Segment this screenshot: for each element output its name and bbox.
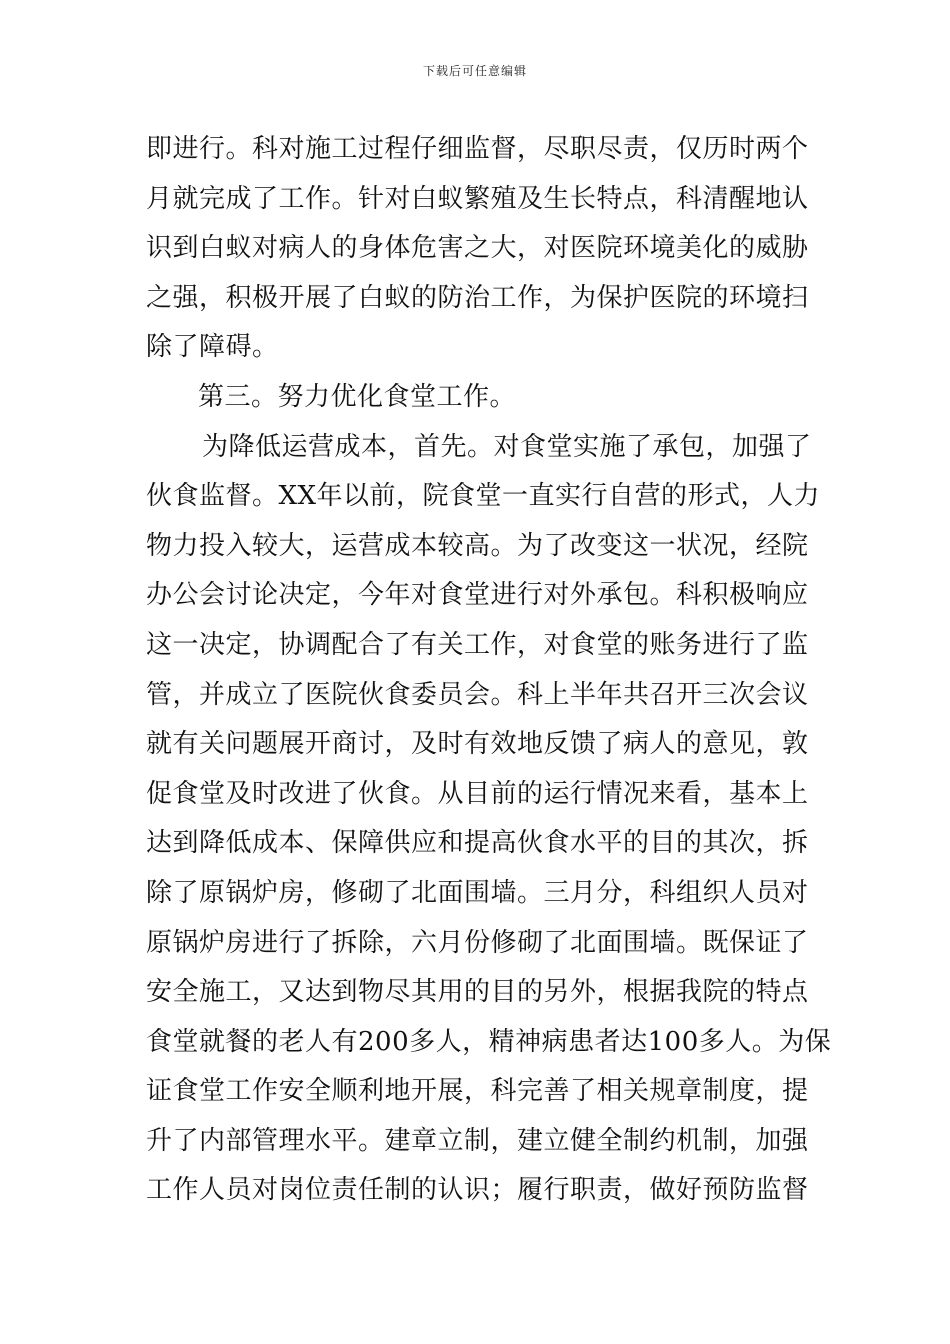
text-line: 升了内部管理水平。建章立制，建立健全制约机制，加强 (146, 1125, 809, 1156)
text-line: 促食堂及时改进了伙食。从目前的运行情况来看，基本上 (146, 778, 809, 809)
text-line: 达到降低成本、保障供应和提高伙食水平的目的其次，拆 (146, 828, 809, 859)
text-line: 物力投入较大，运营成本较高。为了改变这一状况，经院 (146, 530, 809, 561)
text-line: 伙食监督。XX年以前，院食堂一直实行自营的形式，人力 (146, 481, 821, 512)
text-line: 之强，积极开展了白蚁的防治工作，为保护医院的环境扫 (146, 282, 809, 313)
text-line: 除了原锅炉房，修砌了北面围墙。三月分，科组织人员对 (146, 877, 809, 908)
text-line: 这一决定，协调配合了有关工作，对食堂的账务进行了监 (146, 629, 809, 660)
text-line: 就有关问题展开商讨，及时有效地反馈了病人的意见，敦 (146, 729, 809, 760)
text-line: 第三。努力优化食堂工作。 (198, 381, 517, 412)
text-line: 工作人员对岗位责任制的认识；履行职责，做好预防监督 (146, 1175, 809, 1206)
text-line: 食堂就餐的老人有200多人，精神病患者达100多人。为保 (146, 1026, 832, 1057)
text-line: 办公会讨论决定，今年对食堂进行对外承包。科积极响应 (146, 580, 809, 611)
text-line: 管，并成立了医院伙食委员会。科上半年共召开三次会议 (146, 679, 809, 710)
text-line: 除了障碍。 (146, 332, 279, 363)
text-line: 证食堂工作安全顺利地开展，科完善了相关规章制度，提 (146, 1076, 809, 1107)
text-line: 为降低运营成本，首先。对食堂实施了承包，加强了 (202, 431, 812, 462)
page-header: 下载后可任意编辑 (422, 64, 527, 78)
text-line: 安全施工，又达到物尽其用的目的另外，根据我院的特点 (146, 977, 809, 1008)
text-line: 原锅炉房进行了拆除，六月份修砌了北面围墙。既保证了 (146, 927, 809, 958)
text-line: 月就完成了工作。针对白蚁繁殖及生长特点，科清醒地认 (146, 183, 809, 214)
document-body (146, 125, 832, 1216)
text-line: 识到白蚁对病人的身体危害之大，对医院环境美化的威胁 (146, 233, 809, 264)
text-line: 即进行。科对施工过程仔细监督，尽职尽责，仅历时两个 (146, 134, 809, 164)
